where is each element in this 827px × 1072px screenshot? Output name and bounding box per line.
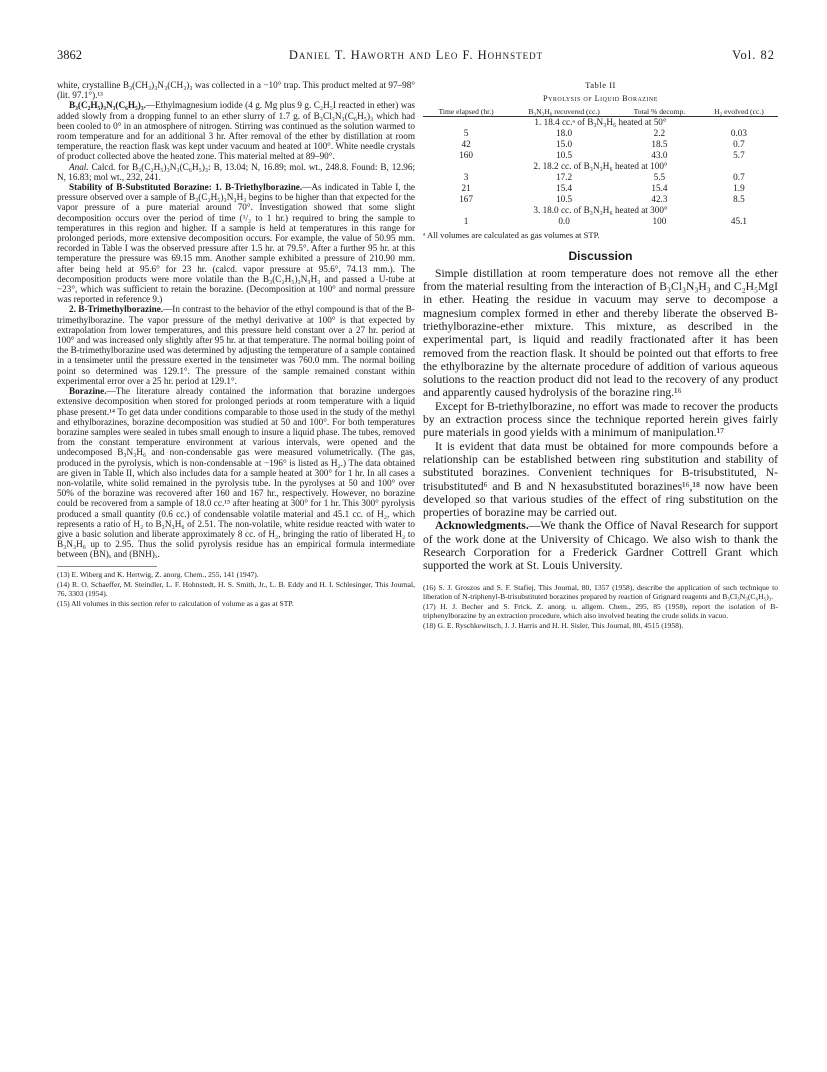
data-table [423,108,778,227]
footnotes [423,583,778,630]
paragraph: 2. B-Trimethylborazine.—In contrast to the behavior of the ethyl compound is that of the B-trimethylborazine. The vapor pressure of the methyl derivative at 100° is that expected by extrapolation from lower temperatures, and this pressure held constant over a 27 hr. period at 100° and was increased only slightly after 95 hr. at that temperature. The normal boiling point of the B-trimethylborazine used was determined by adjusting the temperature of a sample contained in a tensimeter until the pressure exerted in the tensimeter was 760.0 mm. The normal boiling point so determined was 129.1°. The pressure of the sample remained constant within experimental error over a 25 hr. period at 129.1°. [57,304,415,386]
table-row: 1 0.0 100 45.1 [463,216,747,227]
paragraph: Borazine.—The literature already contained the information that borazine undergoes extensive decomposition when stored for prolonged periods at room temperature with a liquid phase present.¹⁴ To get data under conditions comparable to those used in the study of the methyl and ethylborazines, borazine decomposition was studied at 50 and 100°. For both temperatures borazine samples were sealed in tubes small enough to insure a liquid phase. The tubes, removed from the constant temperature environment at various intervals, were opened and the undecomposed B₃N₃H₆ and non-condensable gas were measured volumetrically. (The gas, produced in the pyrolysis, which is non-condensable at −196° is listed as H₂.) The data obtained are given in Table II, which also includes data for a sample heated at 300° for 1 hr. In all cases a non-volatile, white solid remained in the pyrolysis tube. In the pyrolyses at 50 and 100° over 50% of the borazine was recovered after 160 and 167 hr., respectively. However, no borazine could be recovered from a sample of 18.0 cc.¹⁵ after heating at 300° for 1 hr. This 300° pyrolysis produced a small quantity (0.6 cc.) of condensable volatile material and 45.1 cc. of H₂, which represents a ratio of H₂ to B₃N₃H₆ of 2.51. The non-volatile, white residue reacted with water to give a basic solution and liberate approximately 8 cc. of H₂, bringing the ratio of liberated H₂ to B₃N₃H₆ up to 2.95. Thus the solid pyrolysis residue has an empirical formula intermediate between (BN)ₓ and (BNH)ₓ. [57,386,415,560]
column-header: Time elapsed (hr.) [423,108,509,117]
running-header [57,48,775,68]
paragraph: B₃(C₂H₅)₃N₃(C₆H₅)₃.—Ethylmagnesium iodide (4 g. Mg plus 9 g. C₂H₅I reacted in ether) was added slowly from a dropping funnel to an ether slurry of 1.7 g. of B₃Cl₃N₃(C₆H₅)₃ which had been cooled to 0° in an atmosphere of nitrogen. Stirring was continued as the solution warmed to room temperature and for an additional 3 hr. After removal of the ether by distillation at room temperature, the reaction flask was kept under vacuum and heated at 100°. White needle crystals of product collected above the heated zone. This material melted at 89–90°. [57,100,415,162]
table-header-row [423,108,778,117]
paragraph-heading: Stability of B-Substituted Borazine: 1. B-Triethylborazine. [69,182,303,193]
table-row: 42 15.0 18.5 0.7 [461,139,745,150]
column-header: B₃N₃H₆ recovered (cc.) [509,108,619,117]
table-group-row: 1. 18.4 cc.ᵃ of B₃N₃H₆ heated at 50° [534,117,667,128]
footnote: (17) H. J. Becher and S. Frick, Z. anorg. u. allgem. Chem., 295, 85 (1958), report the isolation of B-triphenylborazine by an extraction procedure, which also involved heating the crude solids in vacuo. [423,601,778,620]
footnote: (15) All volumes in this section refer to calculation of volume as a gas at STP. [57,598,294,608]
paragraph: It is evident that data must be obtained for more compounds before a relationship can be established between ring substitution and stability of substituted borazines. Convenient techniques for B-trisubstituted, N-trisubstituted⁶ and B and N hexasubstituted borazines¹⁶,¹⁸ now have been developed so that various studies of the effect of ring substitution on the properties of borazine may be carried out. [423,439,778,520]
table-row: 5 18.0 2.2 0.03 [463,128,747,139]
table-note: ᵃ All volumes are calculated as gas volumes at STP. [423,230,600,241]
table-row: 167 10.5 42.3 8.5 [459,194,745,205]
table-row: 160 10.5 43.0 5.7 [459,150,745,161]
footnote: (18) G. E. Ryschkewitsch, J. J. Harris and H. H. Sisler, This Journal, 80, 4515 (1958). [423,620,684,630]
paragraph-heading: 2. B-Trimethylborazine. [69,304,164,315]
paragraph-heading: Anal. [69,161,89,172]
left-column [57,80,415,609]
paragraph: white, crystalline B₃(CH₃)₃N₃(CH₃)₃ was collected in a −10° trap. This product melted at 97–98° (lit. 97.1°).¹³ [57,80,415,101]
table-group-row: 2. 18.2 cc. of B₃N₃H₆ heated at 100° [533,161,668,172]
paragraph-heading: B₃(C₂H₅)₃N₃(C₆H₅)₃. [69,100,146,111]
volume-label: Vol. 82 [732,48,775,62]
footnotes [57,566,415,608]
paragraph-heading: Borazine. [69,386,107,397]
table-row: 3 17.2 5.5 0.7 [463,172,745,183]
paragraph-heading: Acknowledgments. [435,519,529,533]
paragraph: Simple distillation at room temperature does not remove all the ether from the material resulting from the interaction of B₃Cl₃N₃H₃ and C₂H₅MgI in ether. Heating the residue in vacuum may serve to decompose a magnesium complex formed in ether and thereby liberate the observed B-triethylborazine-ether mixture. This mixture, as described in the experimental part, is liquid and readily fractionated after it has been removed from the reaction flask. It should be pointed out that efforts to free the ethylborazine by the alternate procedure of addition of various aqueous solutions to the reaction product did not lead to the recovery of any product and apparently caused hydrolysis of the borazine ring.¹⁶ [423,266,778,400]
running-title: Daniel T. Haworth and Leo F. Hohnstedt [288,48,544,62]
paragraph: Acknowledgments.—We thank the Office of Naval Research for support of the work done at the University of Chicago. We also wish to thank the Research Corporation for a Frederick Gardner Cottrell Grant which supported the work at St. Louis University. [423,519,778,573]
paragraph: Except for B-triethylborazine, no effort was made to recover the products by an extraction process since the technique reported herein gives fairly pure materials in good yields with a minimum of manipulation.¹⁷ [423,399,778,440]
paragraph: Stability of B-Substituted Borazine: 1. B-Triethylborazine.—As indicated in Table I, the pressure observed over a sample of B₃(C₂H₅)₃N₃H₃ begins to be higher than that expected for the vapor pressure of a pure material around 70°. Investigation showed that some slight decomposition occurs over the period of time (¹/₂ to 1 hr.) required to bring the sample to temperatures in this region and higher. If a sample is held at temperatures in this range for prolonged periods, more extensive decomposition occurs. For example, the value of 50.95 mm. recorded in Table I was the observed pressure after 1.5 hr. at 79.5°. After a further 95 hr. at this temperature the pressure was 69.15 mm. Another sample exhibited a pressure of 210.90 mm. after being held at 95.6° for 23 hr. (calcd. vapor pressure at 95.6°, 74.13 mm.). The decomposition products were more volatile than the B₃(C₂H₅)₃N₃H₃ and passed a U-tube at −23°, which was sufficient to retain the borazine. (Decomposition at 100° and normal pressure was reported in reference 9.) [57,182,416,305]
page-number: 3862 [57,48,82,62]
footnote: (14) R. O. Schaeffer, M. Steindler, L. F. Hohnstedt, H. S. Smith, Jr., L. B. Eddy and H. I. Schlesinger, This Journal, 76, 3303 (1954). [57,579,415,598]
paragraph: Anal. Calcd. for B₃(C₂H₅)₃N₃(C₆H₅)₃: B, 13.04; N, 16.89; mol. wt., 248.8. Found: B, 12.96; N, 16.83; mol wt., 232, 241. [57,161,415,182]
table-row: 21 15.4 15.4 1.9 [461,183,745,194]
column-header: Total % decomp. [619,108,700,117]
section-heading: Discussion [568,248,633,263]
footnote: (16) S. J. Groszos and S. F. Stafiej, This Journal, 80, 1357 (1958), describe the application of such technique to liberation of N-triphenyl-B-trisubstituted borazines prepared by reaction of Grignard reagents and B₃Cl₃N₃(C₆H₅)₃. [423,582,778,601]
table-group-row: 3. 18.0 cc. of B₃N₃H₆ heated at 300° [533,205,668,216]
discussion-body [423,267,778,573]
right-column [423,80,778,631]
table-label: Table II [585,80,616,90]
column-header: H₂ evolved (cc.) [700,108,778,117]
footnote: (13) E. Wiberg and K. Hertwig, Z. anorg. Chem., 255, 141 (1947). [57,569,259,579]
table-title: Pyrolysis of Liquid Borazine [543,94,658,104]
